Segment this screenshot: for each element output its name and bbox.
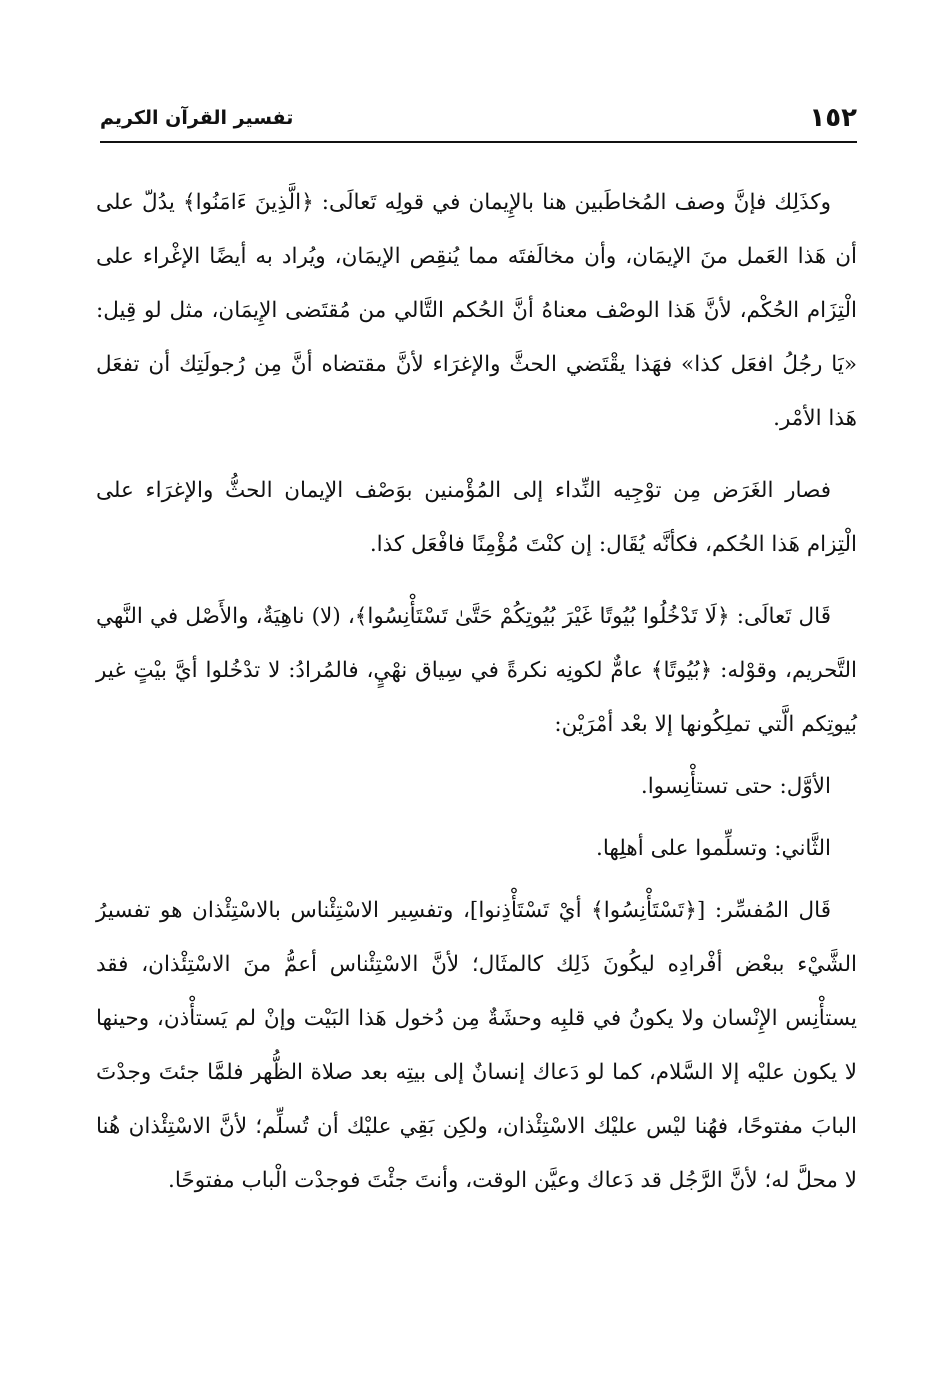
list-item-first: الأوَّل: حتى تستأْنِسوا. [640, 774, 831, 799]
header-divider [100, 141, 857, 143]
paragraph-2: فصار الغَرَض مِن توْجِيه النِّداء إلى المُؤْمنين بوَصْف الإيمان الحثُّ والإغرَاء على الْتِزام هَذا الحُكم، فكأنَّه يُقَال: إن كنْتَ مُؤْمِنًا فافْعَل كذا. [96, 478, 857, 557]
paragraph-3: قَال تَعالَى: ﴿لَا تَدْخُلُوا بُيُوتًا غَيْرَ بُيُوتِكُمْ حَتَّىٰ تَسْتَأْنِسُوا﴾، (لا) ناهِيَةٌ، والأَصْل في النَّهي التَّحريم، وقوْله: ﴿بُيُوتًا﴾ عامٌّ لكونِه نكرةً في سِياق نهْيٍ، فالمُرادُ: لا تدْخُلوا أيَّ بيْتٍ غير بُيوتِكم الَّتي تملِكُونها إلا بعْد أمْرَيْن: [96, 604, 857, 737]
page-number: ١٥٢ [809, 103, 857, 133]
list-item-second: الثَّاني: وتسلِّموا على أهلِها. [596, 836, 831, 861]
body-text [96, 176, 857, 1226]
running-title: تفسير القرآن الكريم [100, 107, 294, 129]
page-header [100, 98, 857, 138]
paragraph-1: وكذَلِك فإنَّ وصف المُخاطَبين هنا بالإِيمان في قولِه تَعالَى: ﴿الَّذِينَ ءَامَنُوا﴾ يدُلّ على أن هَذا العَمل منَ الإيمَان، وأن مخالَفتَه مما يُنقِص الإيمَان، ويُراد به أيضًا الإغْراء على الْتِزَام الحُكْم، لأنَّ هَذا الوصْف معناهُ أنَّ الحُكم التَّالي من مُقتَضى الإِيمَان، مثل لو قِيل: «يَا رجُلُ افعَل كذا» فهَذا يقْتَضي الحثَّ والإغرَاء لأنَّ مقتضاه أنَّ مِن رُجولَتِك أن تفعَل هَذا الأمْر. [96, 190, 857, 431]
paragraph-4: قَال المُفسِّر: [﴿تَسْتَأْنِسُوا﴾ أيْ تَسْتَأْذِنوا]، وتفسِير الاسْتِئْناس بالاسْتِئْذان هو تفسيرُ الشَّيْء ببعْض أفْرادِه ليكُونَ ذَلِك كالمثَال؛ لأنَّ الاسْتِئْناس أعمُّ منَ الاسْتِئْذان، فقد يستأْنِس الإِنْسان ولا يكونُ في قلبِه وحشَةٌ مِن دُخول هَذا البَيْت وإنْ لم يَستأْذن، وحينها لا يكون عليْه إلا السَّلام، كما لو دَعاك إنسانٌ إلى بيتِه بعد صلاة الظُّهر فلمَّا جئتَ وجدْتَ البابَ مفتوحًا، فهُنا ليْس عليْك الاسْتِئْذان، ولكِن بَقِي عليْك أن تُسلِّم؛ لأنَّ الاسْتِئْذان هُنا لا محلَّ له؛ لأنَّ الرَّجُل قد دَعاك وعيَّن الوقت، وأنتَ جئْتَ فوجدْت الْباب مفتوحًا. [96, 898, 857, 1193]
